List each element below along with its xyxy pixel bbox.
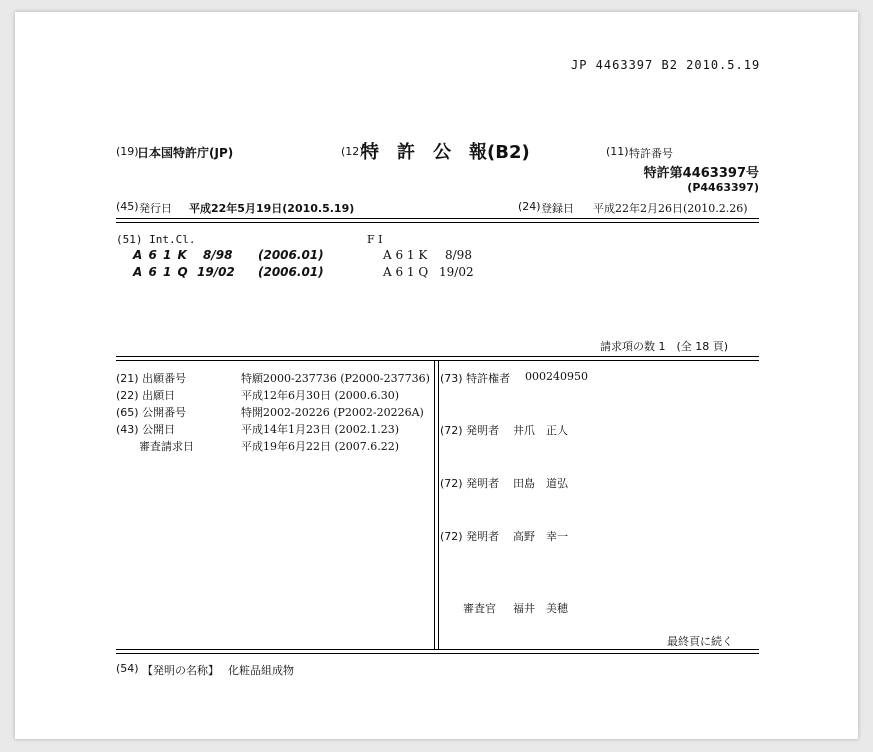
- divider-top-2: [116, 222, 759, 223]
- divider-bottom-1: [116, 649, 759, 650]
- inventor-label: (72) 発明者: [440, 530, 500, 543]
- filing-date-label: (22) 出願日: [116, 389, 176, 402]
- kind-code: (12): [341, 145, 364, 158]
- intcl-label: (51) Int.Cl.: [116, 233, 196, 246]
- publication-date-label: (43) 公開日: [116, 423, 176, 436]
- office-name: 日本国特許庁(JP): [137, 146, 234, 160]
- patent-number: 特許第4463397号: [643, 166, 759, 181]
- filing-date-value: 平成12年6月30日 (2000.6.30): [241, 389, 400, 402]
- examiner-name: 福井 美穂: [513, 602, 568, 615]
- application-number-label: (21) 出願番号: [116, 372, 187, 385]
- inventor-name: 井爪 正人: [513, 424, 568, 437]
- document-id: JP 4463397 B2 2010.5.19: [571, 58, 761, 72]
- examiner-label: 審査官: [463, 602, 496, 615]
- divider-mid-1: [116, 356, 759, 357]
- inventor-label: (72) 発明者: [440, 477, 500, 490]
- divider-vertical-1: [434, 360, 435, 650]
- registration-date: 平成22年2月26日(2010.2.26): [593, 202, 748, 215]
- patent-number-alt: (P4463397): [687, 181, 759, 194]
- intcl-number: 19/02: [197, 265, 235, 279]
- intcl-version: (2006.01): [258, 248, 324, 262]
- title-label: 【発明の名称】: [142, 664, 219, 677]
- title-code: (54): [116, 662, 139, 675]
- publication-number-value: 特開2002-20226 (P2002-20226A): [241, 406, 424, 419]
- kind-title: 特 許 公 報(B2): [361, 142, 530, 163]
- inventor-label: (72) 発明者: [440, 424, 500, 437]
- fi-code: A 6 1 K: [383, 248, 428, 262]
- publication-date-value: 平成14年1月23日 (2002.1.23): [241, 423, 400, 436]
- issue-date: 平成22年5月19日(2010.5.19): [189, 202, 355, 215]
- inventor-name: 高野 幸一: [513, 530, 568, 543]
- divider-bottom-2: [116, 653, 759, 654]
- divider-top-1: [116, 218, 759, 219]
- fi-number: 19/02: [439, 265, 474, 279]
- continued-note: 最終頁に続く: [667, 635, 733, 648]
- issue-code: (45): [116, 200, 139, 213]
- registration-code: (24): [518, 200, 541, 213]
- claims-count: 請求項の数 1 (全 18 頁): [600, 340, 729, 353]
- registration-label: 登録日: [541, 202, 574, 215]
- inventor-name: 田島 道弘: [513, 477, 568, 490]
- intcl-number: 8/98: [203, 248, 233, 262]
- intcl-version: (2006.01): [258, 265, 324, 279]
- divider-vertical-2: [438, 360, 439, 650]
- fi-number: 8/98: [445, 248, 472, 262]
- publication-number-label: (65) 公開番号: [116, 406, 187, 419]
- number-code: (11): [606, 145, 629, 158]
- office-code: (19): [116, 145, 139, 158]
- fi-label: F I: [367, 233, 383, 246]
- patentee-label: (73) 特許権者: [440, 372, 511, 385]
- issue-label: 発行日: [139, 202, 172, 215]
- intcl-code: A 6 1 K: [133, 248, 188, 262]
- patent-page: [15, 12, 858, 739]
- examination-request-label: 審査請求日: [139, 440, 194, 453]
- intcl-code: A 6 1 Q: [133, 265, 189, 279]
- application-number-value: 特願2000-237736 (P2000-237736): [241, 372, 430, 385]
- invention-title: 化粧品組成物: [228, 664, 294, 677]
- fi-code: A 6 1 Q: [383, 265, 429, 279]
- patentee-value: 000240950: [525, 370, 588, 383]
- examination-request-value: 平成19年6月22日 (2007.6.22): [241, 440, 400, 453]
- number-label: 特許番号: [629, 147, 673, 160]
